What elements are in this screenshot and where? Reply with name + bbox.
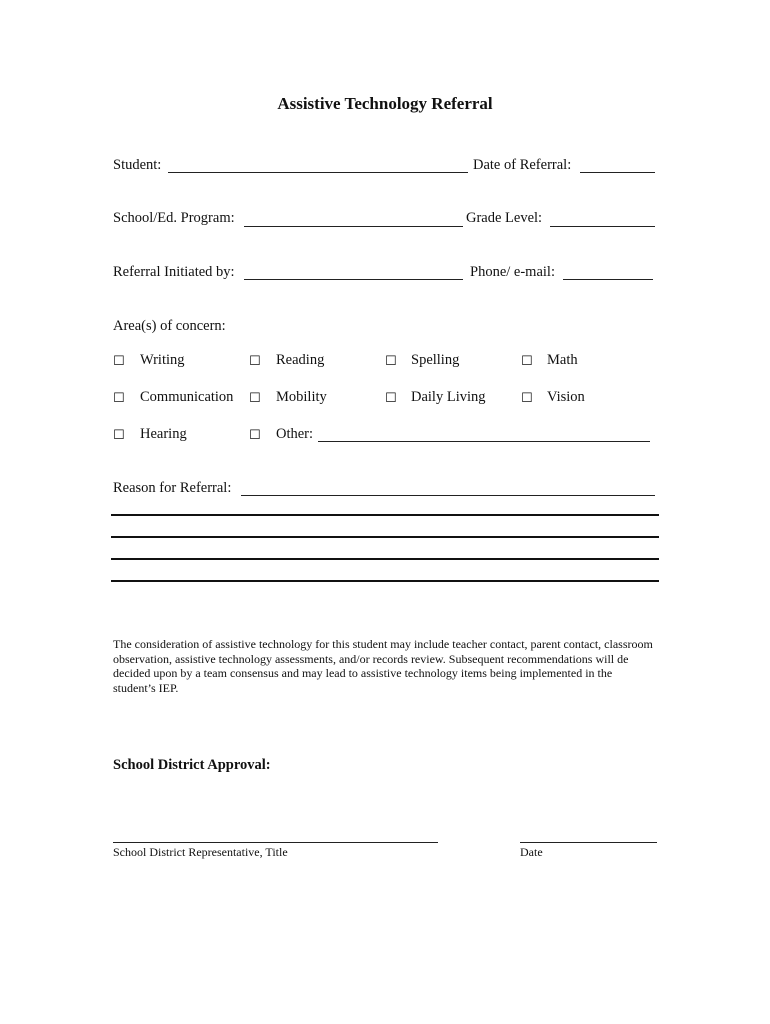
date-of-referral-label: Date of Referral:	[473, 157, 572, 173]
grade-level-field[interactable]	[550, 226, 655, 227]
school-program-field[interactable]	[244, 226, 463, 227]
approval-heading: School District Approval:	[113, 757, 271, 773]
hearing-option-label: Hearing	[140, 426, 187, 442]
math-checkbox[interactable]: ☐	[521, 354, 533, 369]
reading-checkbox[interactable]: ☐	[249, 354, 261, 369]
student-label: Student:	[113, 157, 162, 173]
areas-of-concern-label: Area(s) of concern:	[113, 318, 226, 334]
reason-line-1[interactable]	[111, 514, 659, 516]
hearing-checkbox[interactable]: ☐	[113, 428, 125, 443]
disclaimer-paragraph: The consideration of assistive technology for this student may include teacher contact, parent contact, classroom observation, assistive technology assessments, and/or records review. Subsequent recommendations will de decided upon by a team consensus and may lead to assistive technology items being implemented in the student’s IEP.	[113, 637, 653, 695]
other-checkbox[interactable]: ☐	[249, 428, 261, 443]
spelling-checkbox[interactable]: ☐	[385, 354, 397, 369]
reason-line-2[interactable]	[111, 536, 659, 538]
writing-option-label: Writing	[140, 352, 185, 368]
referral-initiated-label: Referral Initiated by:	[113, 264, 235, 280]
date-label: Date	[520, 845, 543, 859]
representative-label: School District Representative, Title	[113, 845, 288, 859]
date-signature-line[interactable]	[520, 842, 657, 843]
daily-living-checkbox[interactable]: ☐	[385, 391, 397, 406]
reason-for-referral-label: Reason for Referral:	[113, 480, 232, 496]
reason-line-4[interactable]	[111, 580, 659, 582]
other-option-label: Other:	[276, 426, 314, 442]
communication-option-label: Communication	[140, 389, 234, 405]
student-field[interactable]	[168, 172, 468, 173]
referral-initiated-field[interactable]	[244, 279, 463, 280]
math-option-label: Math	[547, 352, 578, 368]
communication-checkbox[interactable]: ☐	[113, 391, 125, 406]
reading-option-label: Reading	[276, 352, 325, 368]
vision-option-label: Vision	[547, 389, 585, 405]
phone-email-label: Phone/ e-mail:	[470, 264, 555, 280]
grade-level-label: Grade Level:	[466, 210, 543, 226]
phone-email-field[interactable]	[563, 279, 653, 280]
writing-checkbox[interactable]: ☐	[113, 354, 125, 369]
reason-line-3[interactable]	[111, 558, 659, 560]
school-program-label: School/Ed. Program:	[113, 210, 235, 226]
form-title: Assistive Technology Referral	[277, 94, 493, 113]
reason-field[interactable]	[241, 495, 655, 496]
vision-checkbox[interactable]: ☐	[521, 391, 533, 406]
date-of-referral-field[interactable]	[580, 172, 655, 173]
representative-signature-line[interactable]	[113, 842, 438, 843]
mobility-checkbox[interactable]: ☐	[249, 391, 261, 406]
spelling-option-label: Spelling	[411, 352, 460, 368]
daily-living-option-label: Daily Living	[411, 389, 486, 405]
other-field[interactable]	[318, 441, 650, 442]
mobility-option-label: Mobility	[276, 389, 327, 405]
